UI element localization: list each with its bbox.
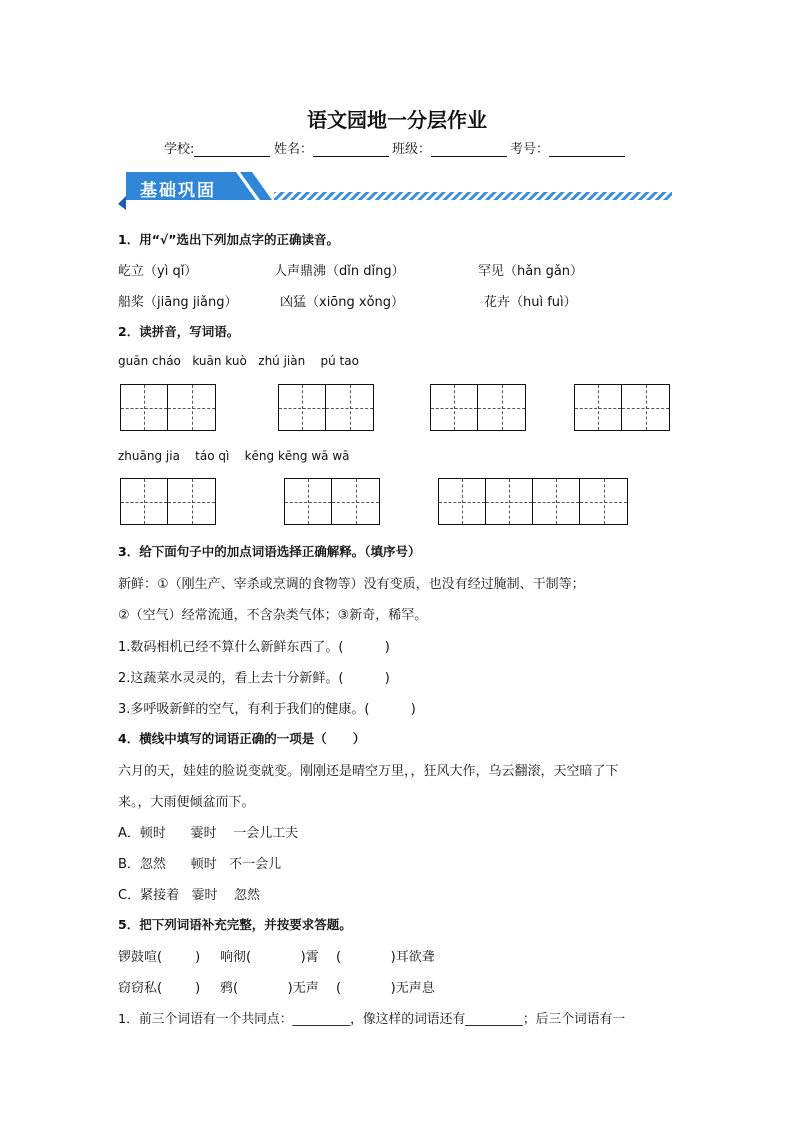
q1-item: 船桨（jiāng jiǎng） (118, 295, 238, 310)
q5-idiom: 鸦( )无声 (220, 981, 319, 996)
q4-title: 4．横线中填写的词语正确的一项是（ ） (118, 731, 366, 746)
q5-title: 5．把下列词语补充完整，并按要求答题。 (118, 917, 352, 932)
q3-sentence: 1.数码相机已经不算什么新鲜东西了。( ) (118, 640, 390, 655)
q1-item: 罕见（hǎn gǎn） (478, 264, 584, 279)
writing-grid[interactable] (430, 384, 526, 431)
section-banner-label: 基础巩固 (140, 181, 216, 201)
q5-idiom: 锣鼓喧( ) (118, 950, 201, 965)
q2-pinyin-row: guān cháo kuān kuò zhú jiàn pú tao (118, 354, 359, 368)
writing-grid[interactable] (438, 478, 628, 525)
q3-title: 3．给下面句子中的加点词语选择正确解释。（填序号） (118, 544, 421, 559)
writing-grid[interactable] (120, 384, 216, 431)
section-banner (118, 168, 678, 216)
writing-grid[interactable] (278, 384, 374, 431)
q3-definition: ②（空气）经常流通，不含杂类气体；③新奇，稀罕。 (118, 608, 428, 623)
exam-no-field: 考号： (510, 138, 625, 157)
q1-item: 凶猛（xiōng xǒng） (280, 295, 405, 310)
q4-text: 来。，大雨便倾盆而下。 (118, 795, 255, 810)
q1-item: 屹立（yì qǐ） (118, 264, 198, 279)
q4-text: 六月的天，娃娃的脸说变就变。刚刚还是晴空万里，，狂风大作，乌云翻滚，天空暗了下 (118, 764, 619, 779)
q1-item: 花卉（huì fuì） (484, 295, 577, 310)
page-title: 语文园地一分层作业 (307, 108, 487, 132)
q3-sentence: 2.这蔬菜水灵灵的，看上去十分新鲜。( ) (118, 671, 390, 686)
q1-item: 人声鼎沸（dǐn dǐng） (274, 264, 405, 279)
writing-grid[interactable] (284, 478, 380, 525)
class-field: 班级： (392, 138, 507, 157)
writing-grid[interactable] (574, 384, 670, 431)
q2-pinyin-row: zhuāng jia táo qì kēng kēng wā wā (118, 449, 350, 463)
q5-subquestion: 1．前三个词语有一个共同点：_________，像这样的词语还有_________；后三个词语有一 (118, 1012, 626, 1027)
name-field: 姓名： (274, 138, 389, 157)
q5-idiom: 窃窃私( ) (118, 981, 201, 996)
q5-idiom: 响彻( )霄 (220, 950, 319, 965)
q4-option-a: A．顿时 霎时 一会儿工夫 (118, 826, 299, 841)
q1-title: 1．用“√”选出下列加点字的正确读音。 (118, 232, 339, 247)
q3-sentence: 3.多呼吸新鲜的空气，有利于我们的健康。( ) (118, 702, 416, 717)
q4-option-c: C．紧接着 霎时 忽然 (118, 888, 261, 903)
writing-grid[interactable] (120, 478, 216, 525)
q5-idiom: ( )无声息 (336, 981, 435, 996)
q4-option-b: B．忽然 顿时 不一会儿 (118, 857, 282, 872)
school-field: 学校: (164, 138, 270, 157)
q5-idiom: ( )耳欲聋 (336, 950, 435, 965)
q2-title: 2．读拼音，写词语。 (118, 324, 240, 339)
q3-definition: 新鲜：①（刚生产、宰杀或烹调的食物等）没有变质，也没有经过腌制、干制等； (118, 577, 585, 592)
